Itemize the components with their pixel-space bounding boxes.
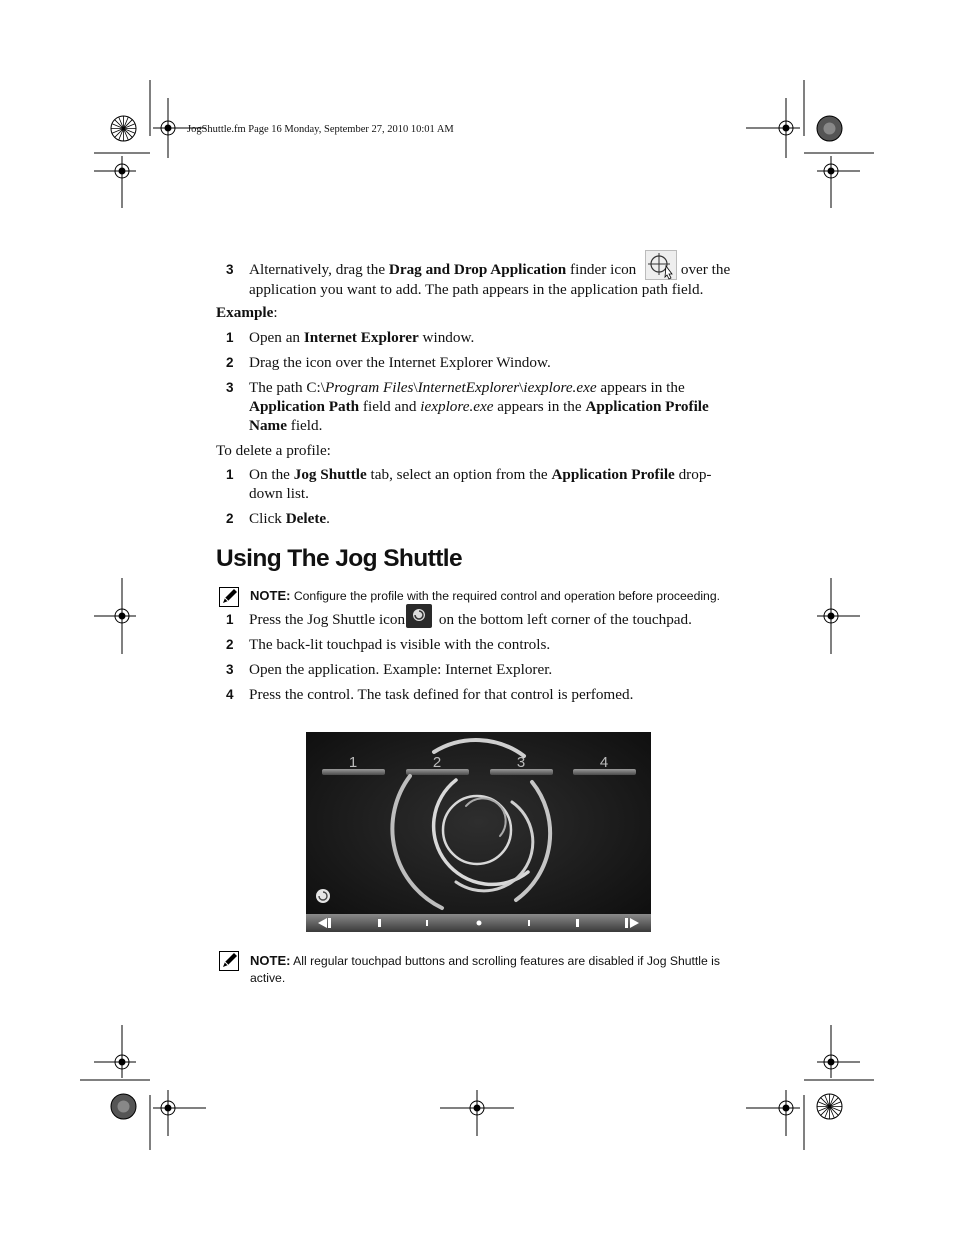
list-item <box>216 465 746 505</box>
page-header: JogShuttle.fm Page 16 Monday, September 27, 2010 10:01 AM <box>187 124 454 135</box>
delete-intro: To delete a profile: <box>216 442 331 459</box>
path-part: iexplore.exe <box>523 379 597 396</box>
ui-term: Application Profile <box>551 466 675 483</box>
step-text: Open an <box>249 329 304 346</box>
step-text: The path C:\ <box>249 379 325 396</box>
ui-term: Drag and Drop Application <box>388 261 567 278</box>
step-text: Click <box>249 510 286 527</box>
step-number: 3 <box>226 662 234 677</box>
step-number: 1 <box>226 612 234 627</box>
step-number: 2 <box>226 355 234 370</box>
ui-term: Jog Shuttle <box>293 466 367 483</box>
list-item <box>216 509 746 529</box>
step-text: application you want to add. The path appears in the application path field. <box>249 280 704 298</box>
ui-term: Internet Explorer <box>303 329 419 346</box>
list-item <box>216 635 746 655</box>
step-text: down list. <box>249 485 309 502</box>
step-text: appears in the <box>596 379 685 396</box>
step-number: 3 <box>226 380 234 395</box>
ui-term: Application Path <box>249 398 360 415</box>
step-text: . <box>326 510 330 527</box>
example-label-text: Example <box>216 304 274 321</box>
step-text: field and <box>359 398 421 415</box>
step-text: \ <box>413 379 418 396</box>
ui-term: Delete <box>285 510 327 527</box>
step-text: Alternatively, drag the <box>249 261 389 278</box>
touchpad-button-label: 1 <box>348 754 358 771</box>
step-text: Open the application. Example: Internet Explorer. <box>249 661 553 678</box>
starburst-mark-icon <box>110 115 137 142</box>
note-pencil-icon <box>219 587 239 607</box>
step-text: drop- <box>674 466 712 483</box>
step-text: \ <box>519 379 524 396</box>
list-item <box>216 353 746 373</box>
step-text: finder icon <box>566 261 637 278</box>
jog-shuttle-touchpad-figure <box>306 732 651 932</box>
note <box>250 952 750 987</box>
step-number: 4 <box>226 687 234 702</box>
jog-shuttle-icon <box>406 604 432 628</box>
note-pencil-icon <box>219 951 239 971</box>
note-text: active. <box>250 971 286 985</box>
example-label <box>216 303 278 322</box>
note-label: NOTE: <box>250 588 291 603</box>
step-text: window. <box>418 329 475 346</box>
step-number: 1 <box>226 330 234 345</box>
list-item <box>216 328 746 348</box>
note <box>250 587 750 605</box>
step-number: 2 <box>226 511 234 526</box>
jog-shuttle-icon[interactable] <box>316 889 330 903</box>
section-title: Using The Jog Shuttle <box>216 545 463 572</box>
path-part: InternetExplorer <box>417 379 520 396</box>
step-number: 1 <box>226 467 234 482</box>
list-item <box>216 660 746 680</box>
note-label: NOTE: <box>250 953 291 968</box>
starburst-mark-icon <box>816 115 843 142</box>
step-text: over the <box>677 261 731 278</box>
list-item <box>216 685 746 705</box>
starburst-mark-icon <box>110 1093 137 1120</box>
finder-crosshair-icon <box>645 250 677 280</box>
step-text: on the bottom left corner of the touchpad. <box>435 611 692 628</box>
example-colon: : <box>273 304 278 321</box>
step-text: Drag the icon over the Internet Explorer Window. <box>249 354 551 371</box>
step-number: 2 <box>226 637 234 652</box>
step-text: Press the Jog Shuttle icon <box>249 611 406 628</box>
list-item <box>216 260 746 300</box>
starburst-mark-icon <box>816 1093 843 1120</box>
path-part: iexplore.exe <box>420 398 494 415</box>
note-text: All regular touchpad buttons and scrolling features are disabled if Jog Shuttle is <box>290 954 720 968</box>
step-text: appears in the <box>493 398 586 415</box>
step-number: 3 <box>226 262 234 277</box>
touchpad-button-label: 4 <box>599 754 609 771</box>
touchpad-button-label: 2 <box>432 754 442 771</box>
step-text: The back-lit touchpad is visible with the controls. <box>249 636 551 653</box>
note-text: Configure the profile with the required control and operation before proceeding. <box>290 589 720 603</box>
playback-bar[interactable] <box>306 914 651 932</box>
list-item <box>216 378 746 438</box>
step-text: tab, select an option from the <box>366 466 552 483</box>
step-text: Press the control. The task defined for that control is perfomed. <box>249 686 634 703</box>
list-item <box>216 610 746 630</box>
ui-term: Name <box>249 417 287 434</box>
touchpad-button-label: 3 <box>516 754 526 771</box>
ui-term: Application Profile <box>585 398 709 415</box>
step-text: On the <box>249 466 294 483</box>
step-text: field. <box>286 417 323 434</box>
path-part: Program Files <box>324 379 414 396</box>
